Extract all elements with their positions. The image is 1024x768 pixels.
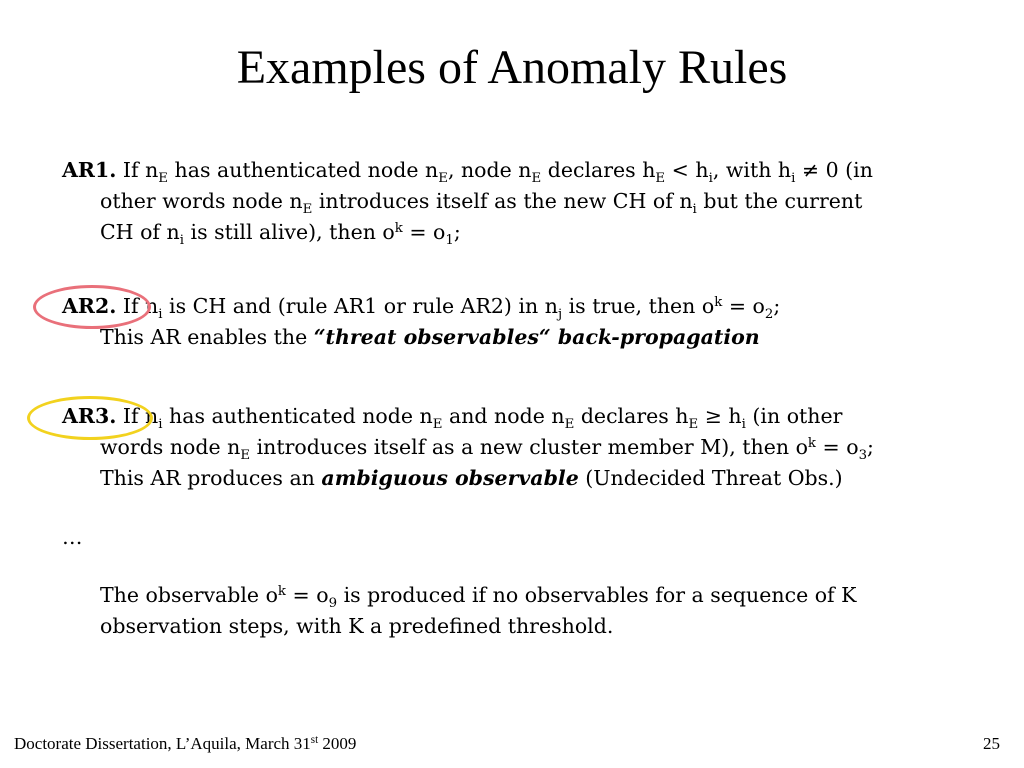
slide-title: Examples of Anomaly Rules <box>236 41 788 94</box>
ar3-emphasis: ambiguous observable <box>321 466 579 490</box>
ar3-line-2: words node $n_E$ introduces itself as a new cluster member M), then $o^k = o_3$; <box>100 435 874 463</box>
note-line-1: The observable $o^k = o_9$ is produced if no observables for a sequence of K <box>100 583 857 611</box>
page-number: 25 <box>983 734 1000 753</box>
ar1-label: AR1. <box>62 158 117 182</box>
ar2-emphasis: “threat observables“ back-propagation <box>313 325 760 349</box>
rule-ar2 <box>62 291 992 353</box>
ellipsis: … <box>62 525 83 549</box>
ar1-line-3: CH of $n_i$ is still alive), then $o^k = o_1$; <box>100 220 461 248</box>
ar3-label: AR3. <box>62 404 117 428</box>
ar3-line-1: AR3. If $n_i$ has authenticated node $n_E$ and node $n_E$ declares $h_E \ge h_i$ (in other <box>62 404 843 432</box>
ar2-line-2: This AR enables the “threat observables“ back-propagation <box>100 325 760 349</box>
ar2-line-1: AR2. If $n_i$ is CH and (rule AR1 or rule AR2) in $n_j$ is true, then $o^k = o_2$; <box>62 294 781 322</box>
footer-text: Doctorate Dissertation, L’Aquila, March 31st 2009 <box>14 733 357 753</box>
rule-ar1 <box>62 155 992 248</box>
ar3-line-3: This AR produces an ambiguous observable (Undecided Threat Obs.) <box>100 466 843 490</box>
observable-note <box>62 580 992 642</box>
ar2-label: AR2. <box>62 294 117 318</box>
ar1-line-1: AR1. If $n_E$ has authenticated node $n_E$, node $n_E$ declares $h_E < h_i$, with $h_i \ne 0$ (in <box>62 158 873 186</box>
note-line-2: observation steps, with K a predefined threshold. <box>100 614 614 638</box>
ar1-line-2: other words node $n_E$ introduces itself as the new CH of $n_i$ but the current <box>100 189 863 217</box>
rule-ar3 <box>62 401 992 494</box>
